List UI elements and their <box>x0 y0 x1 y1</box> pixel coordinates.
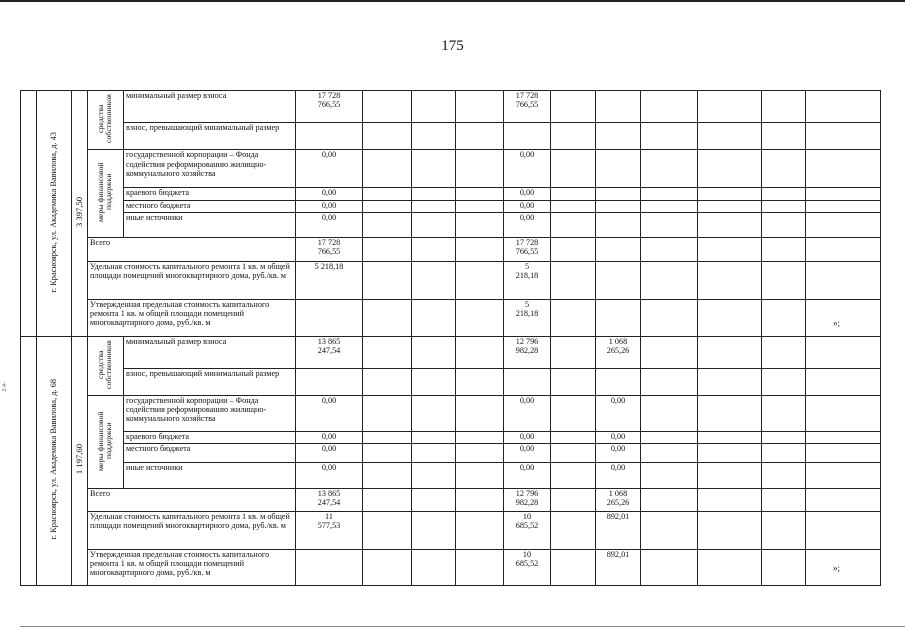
value-cell: 17 728 766,55 <box>504 91 551 123</box>
value-cell: 0,00 <box>296 462 363 488</box>
row-label: Всего <box>88 237 296 261</box>
value-cell <box>296 299 363 336</box>
value-cell: 13 865 247,54 <box>296 336 363 369</box>
value-cell: 0,00 <box>296 443 363 462</box>
row-label: Удельная стоимость капитального ремонта 1 кв. м общей площади помещений многоквартирного дома, руб./кв. м <box>88 261 296 299</box>
table-row <box>21 395 881 431</box>
table-row <box>21 511 881 549</box>
row-label: минимальный размер взноса <box>124 91 296 123</box>
value-cell: 5 218,18 <box>504 299 551 336</box>
value-cell: 0,00 <box>296 395 363 431</box>
row-label: государственной корпорации – Фонда содействия реформированию жилищно-коммунального хозяйства <box>124 395 296 431</box>
block-1-owners-group <box>88 91 124 150</box>
block-1 <box>21 91 881 337</box>
capital-repair-table <box>20 90 881 586</box>
block-1-address-cell <box>37 91 72 337</box>
block-1-area-cell <box>72 91 88 337</box>
value-cell: 892,01 <box>596 549 641 585</box>
row-label: взнос, превышающий минимальный размер <box>124 369 296 396</box>
row-label: краевого бюджета <box>124 431 296 443</box>
margin-mark: 2.4- <box>2 382 8 392</box>
row-label: краевого бюджета <box>124 188 296 201</box>
row-label: местного бюджета <box>124 200 296 213</box>
row-label: государственной корпорации – Фонда содействия реформированию жилищно-коммунального хозяйства <box>124 150 296 188</box>
value-cell: 5 218,18 <box>296 261 363 299</box>
block-1-support-label: меры финансовой поддержки <box>96 162 114 223</box>
value-cell: 5 218,18 <box>504 261 551 299</box>
block-1-area: 3 397,50 <box>73 197 84 228</box>
block-2-owners-group <box>88 336 124 395</box>
row-label: взнос, превышающий минимальный размер <box>124 123 296 150</box>
table-row <box>21 213 881 237</box>
value-cell: 0,00 <box>296 150 363 188</box>
table-row <box>21 237 881 261</box>
table-row <box>21 123 881 150</box>
value-cell: 13 865 247,54 <box>296 488 363 511</box>
value-cell: 12 796 982,28 <box>504 336 551 369</box>
value-cell: 17 728 766,55 <box>296 237 363 261</box>
value-cell: 0,00 <box>504 462 551 488</box>
table-row <box>21 336 881 369</box>
top-rule <box>0 0 905 2</box>
row-label: Утвержденная предельная стоимость капитального ремонта 1 кв. м общей площади помещений многоквартирного дома, руб./кв. м <box>88 549 296 585</box>
block-2-address-cell <box>37 336 72 585</box>
bottom-rule <box>20 626 905 627</box>
table-row <box>21 150 881 188</box>
value-cell: 17 728 766,55 <box>504 237 551 261</box>
value-cell: 12 796 982,28 <box>504 488 551 511</box>
value-cell: 0,00 <box>504 443 551 462</box>
value-cell: 0,00 <box>504 200 551 213</box>
block-1-index-cell <box>21 91 37 337</box>
row-label: иные источники <box>124 213 296 237</box>
value-cell <box>596 237 641 261</box>
value-cell: 0,00 <box>296 200 363 213</box>
value-cell: 0,00 <box>296 431 363 443</box>
value-cell: 0,00 <box>596 395 641 431</box>
value-cell: 10 685,52 <box>504 549 551 585</box>
table-row <box>21 462 881 488</box>
table-row <box>21 299 881 336</box>
value-cell: 0,00 <box>596 443 641 462</box>
block-2-support-group <box>88 395 124 488</box>
block-2-area-cell <box>72 336 88 585</box>
value-cell: 11 577,53 <box>296 511 363 549</box>
row-label: Удельная стоимость капитального ремонта 1 кв. м общей площади помещений многоквартирного дома, руб./кв. м <box>88 511 296 549</box>
table-row <box>21 488 881 511</box>
value-cell: 0,00 <box>296 188 363 201</box>
value-cell: 0,00 <box>504 395 551 431</box>
row-label: минимальный размер взноса <box>124 336 296 369</box>
table-row <box>21 91 881 123</box>
value-cell <box>596 91 641 123</box>
block-1-owners-label: средства собственников <box>96 94 114 144</box>
value-cell: 10 685,52 <box>504 511 551 549</box>
block-2-support-label: меры финансовой поддержки <box>96 410 114 471</box>
value-cell <box>596 200 641 213</box>
block-2-owners-label: средства собственников <box>96 340 114 389</box>
block-1-address: г. Красноярск, ул. Академика Вавилова, д. 43 <box>49 131 59 293</box>
row-label: Всего <box>88 488 296 511</box>
row-label: иные источники <box>124 462 296 488</box>
value-cell: 0,00 <box>504 150 551 188</box>
table-row <box>21 369 881 396</box>
value-cell: 0,00 <box>596 462 641 488</box>
table-row <box>21 549 881 585</box>
value-cell: 892,01 <box>596 511 641 549</box>
block-1-support-group <box>88 150 124 237</box>
row-label: местного бюджета <box>124 443 296 462</box>
value-cell: 0,00 <box>504 213 551 237</box>
value-cell: 0,00 <box>504 431 551 443</box>
value-cell <box>296 549 363 585</box>
value-cell: 0,00 <box>296 213 363 237</box>
row-label: Утвержденная предельная стоимость капитального ремонта 1 кв. м общей площади помещений многоквартирного дома, руб./кв. м <box>88 299 296 336</box>
block-2-area: 1 197,60 <box>73 444 84 475</box>
value-cell: 1 068 265,26 <box>596 488 641 511</box>
value-cell: 0,00 <box>504 188 551 201</box>
close-quote-mark: »; <box>833 563 841 573</box>
table-row <box>21 431 881 443</box>
value-cell: 1 068 265,26 <box>596 336 641 369</box>
value-cell <box>596 213 641 237</box>
block-2 <box>21 336 881 585</box>
value-cell <box>596 188 641 201</box>
table-row <box>21 443 881 462</box>
value-cell <box>596 261 641 299</box>
value-cell <box>596 299 641 336</box>
table-row <box>21 261 881 299</box>
block-2-address: г. Красноярск, ул. Академика Вавилова, д. 68 <box>49 379 59 540</box>
block-2-index-cell <box>21 336 37 585</box>
close-quote-mark: »; <box>833 318 841 328</box>
table-row <box>21 188 881 201</box>
page-number: 175 <box>441 38 464 54</box>
table-row <box>21 200 881 213</box>
value-cell: 17 728 766,55 <box>296 91 363 123</box>
value-cell <box>596 150 641 188</box>
value-cell: 0,00 <box>596 431 641 443</box>
